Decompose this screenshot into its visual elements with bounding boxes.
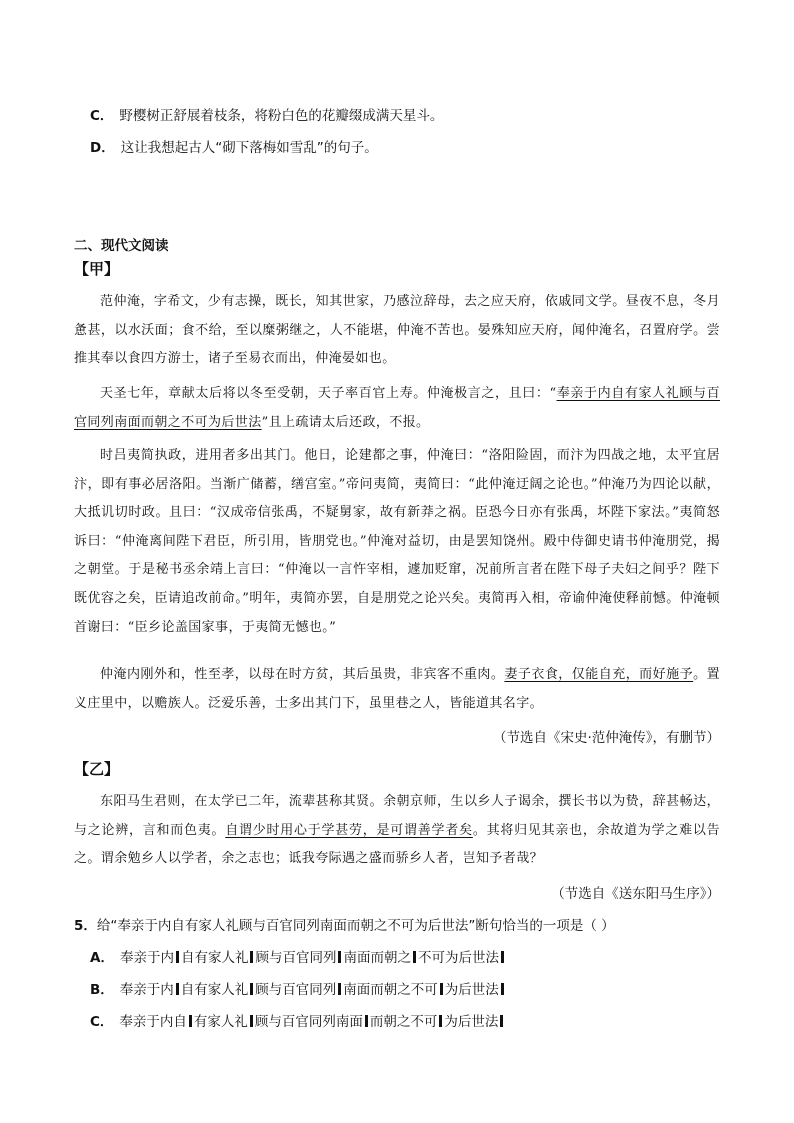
jia-source: （节选自《宋史·范仲淹传》，有删节） (492, 730, 720, 746)
passage-jia-label: 【甲】 (74, 260, 120, 278)
yi-paragraph-1: 东阳马生君则，在太学已二年，流辈甚称其贤。余朝京师，生以乡人子谒余，撰长书以为贽，辞甚畅达，与之论辨，言和而色夷。自谓少时用心于学甚劳，是可谓善学者矣。其将归见其亲也，余故道为学之难以告之。谓余勉乡人以学者，余之志也；诋我夸际遇之盛而骄乡人者，岂知予者哉？ (74, 794, 721, 867)
question-option-c: C． 奉亲于内自 有家人礼 顾与百官同列南面 而朝之不可 为后世法 (90, 1010, 505, 1030)
question-5-stem: 5．给“奉亲于内自有家人礼顾与百官同列南面而朝之不可为后世法”断句恰当的一项是（ ） (74, 918, 615, 934)
break-mark (500, 1015, 503, 1027)
break-mark (338, 951, 341, 963)
break-mark (440, 983, 443, 995)
break-mark (176, 951, 179, 963)
break-mark (338, 983, 341, 995)
section-heading: 二、现代文阅读 (74, 238, 169, 254)
break-mark (176, 983, 179, 995)
break-mark (250, 951, 253, 963)
break-mark (250, 983, 253, 995)
option-c-top: C． 野樱树正舒展着枝条，将粉白色的花瓣缀成满天星斗。 (90, 108, 444, 124)
yi-source: （节选自《送东阳马生序》） (551, 886, 720, 902)
break-mark (501, 951, 504, 963)
break-mark (413, 951, 416, 963)
break-mark (501, 983, 504, 995)
question-option-a: A． 奉亲于内 自有家人礼 顾与百官同列 南面而朝之 不可为后世法 (90, 946, 506, 966)
option-d-top: D． 这让我想起古人“砌下落梅如雪乱”的句子。 (90, 140, 378, 156)
question-option-b: B． 奉亲于内 自有家人礼 顾与百官同列 南面而朝之不可 为后世法 (90, 978, 506, 998)
jia-paragraph-1: 范仲淹，字希文，少有志操，既长，知其世家，乃感泣辞母，去之应天府，依戚同文学。昼夜不息，冬月惫甚，以水沃面；食不给，至以糜粥继之，人不能堪，仲淹不苦也。晏殊知应天府，闻仲淹名，召置府学。尝推其奉以食四方游士，诸子至易衣而出，仲淹晏如也。 (74, 294, 720, 367)
underlined-sentence: 自谓少时用心于学甚劳，是可谓善学者矣 (225, 822, 473, 838)
jia-paragraph-2: 天圣七年，章献太后将以冬至受朝，天子率百官上寿。仲淹极言之，且曰：“奉亲于内自有家人礼顾与百官同列南面而朝之不可为后世法”且上疏请太后还政，不报。 (74, 386, 720, 430)
break-mark (189, 1015, 192, 1027)
underlined-sentence: 妻子衣食，仅能自充，而好施予 (504, 667, 694, 682)
break-mark (365, 1015, 368, 1027)
jia-paragraph-3: 时吕夷简执政，进用者多出其门。他日，论建都之事，仲淹曰：“洛阳险固，而汴为四战之地，太平宜居汴，即有事必居洛阳。当渐广储蓄，缮宫室。”帝问夷简，夷简曰：“此仲淹迂阔之论也。”仲淹乃为四论以献，大抵讥切时政。且曰：“汉成帝信张禹，不疑舅家，故有新莽之祸。臣恐今日亦有张禹，坏陛下家法。”夷简怒诉曰：“仲淹离间陛下君臣，所引用，皆朋党也。”仲淹对益切，由是罢知饶州。殿中侍御史请书仲淹朋党，揭之朝堂。于是秘书丞余靖上言曰：“仲淹以一言忤宰相，遽加贬窜，况前所言者在陛下母子夫妇之间乎？陛下既优容之矣，臣请追改前命。”明年，夷简亦罢，自是朋党之论兴矣。夷简再入相，帝谕仲淹使释前憾。仲淹顿首谢曰：“臣乡论盖国家事，于夷简无憾也。” (74, 448, 720, 635)
underlined-sentence: 奉亲于内自有家人礼顾与百官同列南面而朝之不可为后世法 (74, 386, 720, 430)
passage-yi-label: 【乙】 (74, 760, 120, 778)
break-mark (439, 1015, 442, 1027)
jia-paragraph-4: 仲淹内刚外和，性至孝，以母在时方贫，其后虽贵，非宾客不重肉。妻子衣食，仅能自充，而好施予。置义庄里中，以赡族人。泛爱乐善，士多出其门下，虽里巷之人，皆能道其名字。 (74, 667, 720, 711)
break-mark (250, 1015, 253, 1027)
